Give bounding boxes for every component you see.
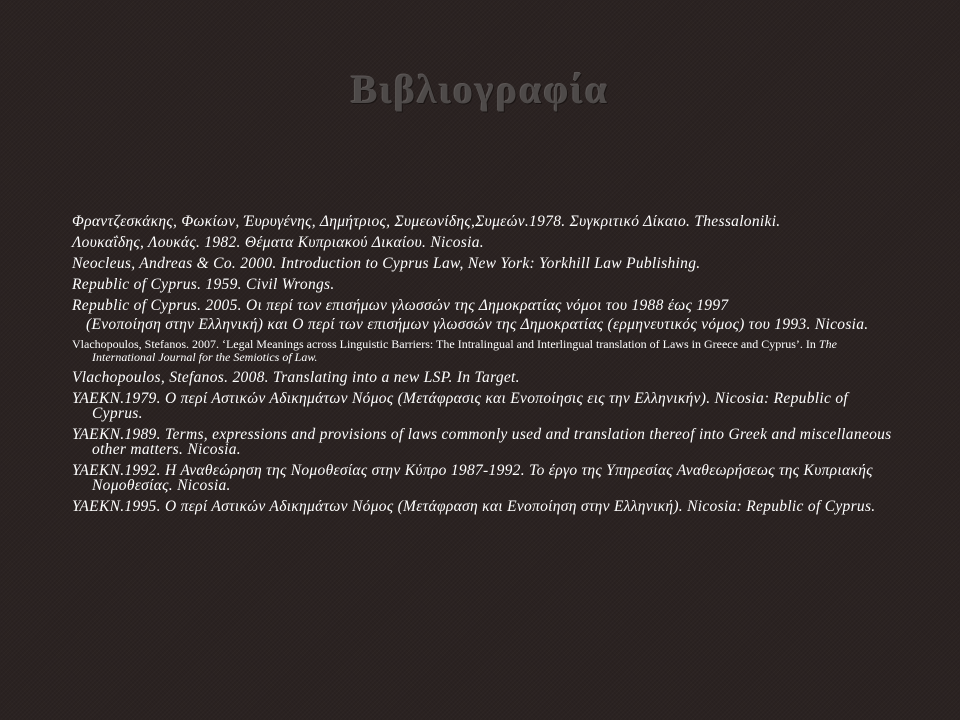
reference-journal: The International Journal for the Semiotics of Law. bbox=[92, 337, 837, 364]
reference-item: Φραντζεσκάκης, Φωκίων, Έυρυγένης, Δημήτριος, Συμεωνίδης,Συμεών.1978. Συγκριτικό Δίκαιο. Thessaloniki. bbox=[72, 213, 781, 230]
reference-item: ΥΑΕΚΝ.1979. Ο περί Αστικών Αδικημάτων Νόμος (Μετάφρασις και Ενοποίησις εις την Ελληνικήν). Nicosia: Republic of Cyprus. bbox=[72, 390, 848, 422]
reference-item: Vlachopoulos, Stefanos. 2008. Translating into a new LSP. In Target. bbox=[72, 369, 520, 386]
reference-item: Republic of Cyprus. 1959. Civil Wrongs. bbox=[72, 276, 335, 293]
reference-item: ΥΑΕΚΝ.1989. Terms, expressions and provisions of laws commonly used and translation thereof into Greek and miscellaneous other matters. Nicosia. bbox=[72, 426, 892, 458]
reference-item: (Ενοποίηση στην Ελληνική) και Ο περί των επισήμων γλωσσών της Δημοκρατίας (ερμηνευτικός νόμος) του 1993. Nicosia. bbox=[86, 316, 869, 333]
reference-item: Λουκαΐδης, Λουκάς. 1982. Θέματα Κυπριακού Δικαίου. Nicosia. bbox=[72, 234, 484, 251]
reference-text: Vlachopoulos, Stefanos. 2007. ‘Legal Meanings across Linguistic Barriers: The Intralingual and Interlingual translation of Laws in Greece and Cyprus’. In bbox=[72, 337, 819, 351]
reference-item bbox=[72, 338, 902, 364]
reference-item: ΥΑΕΚΝ.1992. Η Αναθεώρηση της Νομοθεσίας στην Κύπρο 1987-1992. Το έργο της Υπηρεσίας Αναθεωρήσεως της Κυπριακής Νομοθεσίας. Nicosia. bbox=[72, 462, 873, 494]
reference-item: Republic of Cyprus. 2005. Οι περί των επισήμων γλωσσών της Δημοκρατίας νόμοι του 1988 έως 1997 bbox=[72, 297, 729, 314]
bibliography-list bbox=[72, 214, 902, 520]
reference-item: Neocleus, Andreas & Co. 2000. Introduction to Cyprus Law, New York: Yorkhill Law Publishing. bbox=[72, 255, 701, 272]
reference-item: ΥΑΕΚΝ.1995. Ο περί Αστικών Αδικημάτων Νόμος (Μετάφραση και Ενοποίηση στην Ελληνική). Nicosia: Republic of Cyprus. bbox=[72, 498, 876, 515]
slide-title: Βιβλιογραφία bbox=[350, 67, 610, 112]
